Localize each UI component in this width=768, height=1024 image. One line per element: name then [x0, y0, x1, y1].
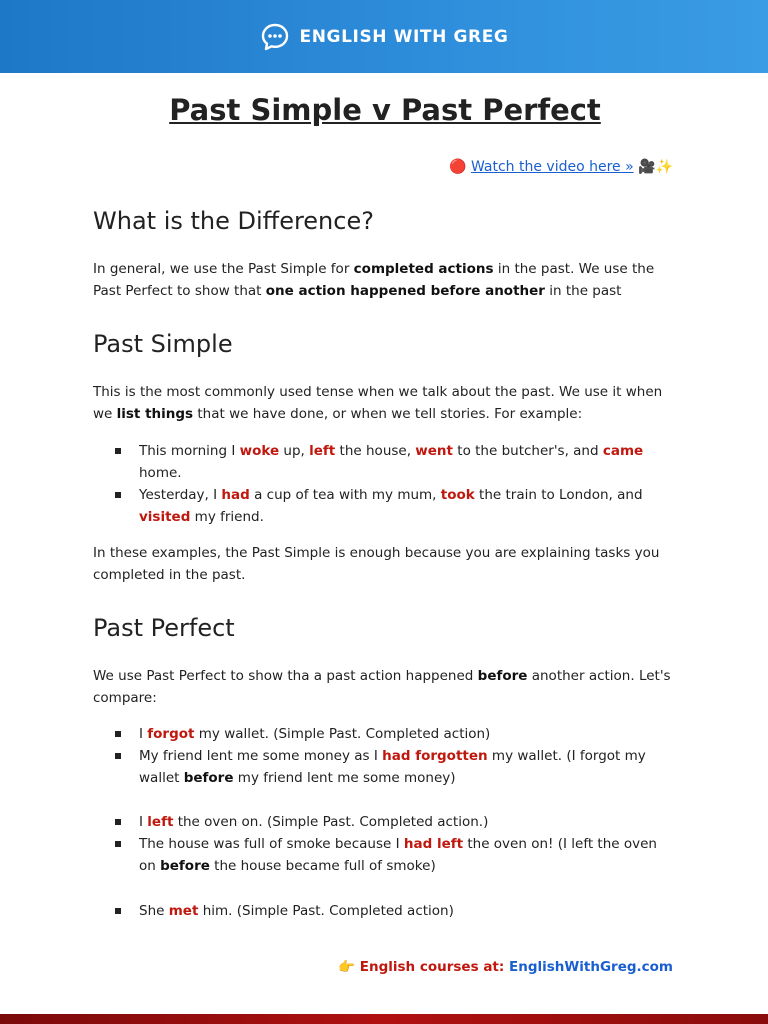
footer-label: English courses at: [359, 959, 509, 975]
brand-name: ENGLISH WITH GREG [299, 26, 509, 47]
website-link[interactable]: EnglishWithGreg.com [508, 959, 673, 975]
past-simple-intro: This is the most commonly used tense when we talk about the past. We use it when we list things that we have done, or when we tell stories. For example: [93, 384, 663, 422]
heading-difference: What is the Difference? [93, 207, 374, 235]
footer-courses [338, 959, 673, 975]
compare-group-1 [115, 723, 675, 789]
watch-video-link[interactable]: Watch the video here » [470, 159, 634, 175]
record-dot-icon: 🔴 [449, 159, 471, 175]
page-title: Past Simple v Past Perfect [169, 93, 601, 127]
chat-bubble-icon [260, 22, 290, 52]
brand[interactable] [260, 22, 509, 52]
heading-past-simple: Past Simple [93, 330, 233, 358]
page-header [0, 0, 768, 73]
pointing-hand-icon: 👉 [338, 959, 360, 975]
compare-group-2 [115, 811, 675, 877]
list-item: I left the oven on. (Simple Past. Completed action.) [115, 811, 675, 833]
video-line [449, 159, 673, 175]
heading-past-perfect: Past Perfect [93, 614, 235, 642]
list-item: I forgot my wallet. (Simple Past. Completed action) [115, 723, 675, 745]
past-simple-examples [115, 440, 675, 528]
list-item: The house was full of smoke because I had left the oven on! (I left the oven on before the house became full of smoke) [115, 833, 675, 877]
difference-paragraph: In general, we use the Past Simple for completed actions in the past. We use the Past Perfect to show that one action happened before another in the past [93, 261, 655, 299]
list-item: My friend lent me some money as I had forgotten my wallet. (I forgot my wallet before my friend lent me some money) [115, 745, 675, 789]
list-item: This morning I woke up, left the house, went to the butcher's, and came home. [115, 440, 675, 484]
camera-sparkles-icon: 🎥✨ [633, 159, 673, 175]
past-simple-outro: In these examples, the Past Simple is enough because you are explaining tasks you completed in the past. [93, 545, 660, 583]
list-item: Yesterday, I had a cup of tea with my mum, took the train to London, and visited my friend. [115, 484, 675, 528]
bottom-bar [0, 1014, 768, 1024]
compare-group-3 [115, 900, 675, 922]
list-item: She met him. (Simple Past. Completed action) [115, 900, 675, 922]
past-perfect-intro: We use Past Perfect to show tha a past action happened before another action. Let's compare: [93, 668, 671, 706]
